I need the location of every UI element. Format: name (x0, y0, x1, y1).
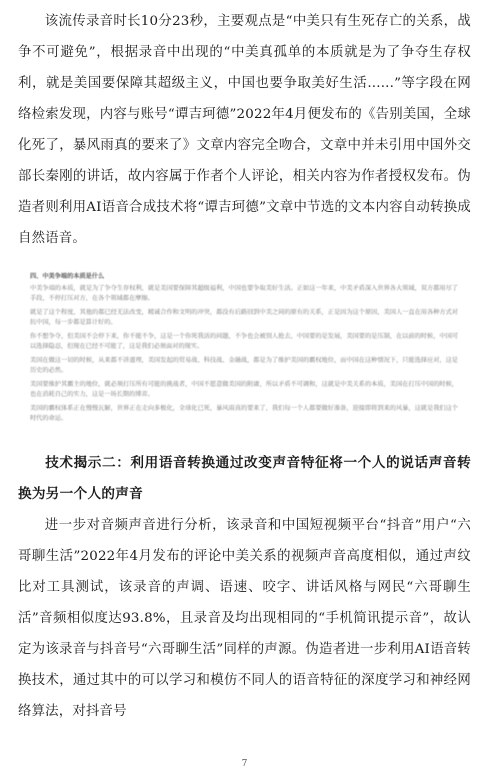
page-number: 7 (241, 759, 248, 769)
screenshot-paragraph: 美国的霸权体系正在慢慢瓦解，世界正在走向多极化，全球化已死，暴风雨真的要来了，我们每一个人都要做好准备，迎接即将到来的风暴，这就是我们这个时代的命运。 (30, 405, 458, 422)
embedded-article-screenshot (30, 272, 458, 440)
screenshot-heading: 四、中美争端的本质是什么 (30, 273, 105, 280)
body-paragraph-1: 该流传录音时长10分23秒，主要观点是“中美只有生死存亡的关系，战争不可避免”，根据录音中出现的“中美真孤单的本质就是为了争夺生存权利，就是美国要保障其超级主义，中国也要争取美好生活......”等字段在网络检索发现，内容与账号“谭吉珂德”2022年4月便发布的《告别美国，全球化死了，暴风雨真的要来了》文章内容完全吻合，文章中并未引用中国外交部长秦刚的讲话，故内容属于作者个人评论，相关内容为作者授权发布。伪造者则利用AI语音合成技术将“谭吉珂德”文章中节选的文本内容自动转换成自然语音。 (18, 14, 471, 246)
screenshot-paragraph: 美国在做这一切的时候，从来都不讲道理，美国发起的贸易战、科技战、金融战，都是为了维护美国的霸权地位，而中国在这种情况下，只能选择应对，这是历史的必然。 (30, 357, 458, 374)
screenshot-paragraph: 你不想争夺，但美国不会停下来，你不能不争，这是一个你死我活的问题，不争也会被别人抢去，中国要的是发展，美国要的是压制，在以前的时候，中国可以选择隐忍，但现在已经不可能了，这是我们必须面对的现实。 (30, 333, 458, 350)
screenshot-paragraph: 美国要维护其霸主的地位，就必须打压所有可能的挑战者，中国不愿意做美国的附庸，所以矛盾不可调和，这就是中美关系的本质，美国在打压中国的时候，也在消耗自己的实力，这是一场长期的博弈。 (30, 381, 458, 398)
section-subheading: 技术揭示二：利用语音转换通过改变声音特征将一个人的说话声音转换为另一个人的声音 (18, 455, 471, 502)
screenshot-paragraph: 就是了这个程度，其他的都已经无法改变，精诚合作和文明的冲突，都没有后路回到中美之间的原有的关系，正是因为这个原因，美国人一直在用各种方式对抗中国，每一步都是算计好的。 (30, 309, 458, 326)
screenshot-paragraph: 中美争端的本质，就是为了争夺生存权利，就是美国要保障其超级福利，中国也要争取美好生活。正如这一年来，中美矛盾深入世界各大领域，双方都用尽了手段，不停打压对方，在各个领域都在摩擦。 (30, 285, 458, 302)
body-paragraph-2: 进一步对音频声音进行分析，该录音和中国短视频平台“抖音”用户“六哥聊生活”2022年4月发布的评论中美关系的视频声音高度相似，通过声纹比对工具测试，该录音的声调、语速、咬字、讲话风格与网民“六哥聊生活”音频相似度达93.8%，且录音及均出现相同的“手机简讯提示音”，故认定为该录音与抖音号“六哥聊生活”同样的声源。伪造者进一步利用AI语音转换技术，通过其中的可以学习和模仿不同人的语音特征的深度学习和神经网络算法，对抖音号 (18, 518, 471, 719)
